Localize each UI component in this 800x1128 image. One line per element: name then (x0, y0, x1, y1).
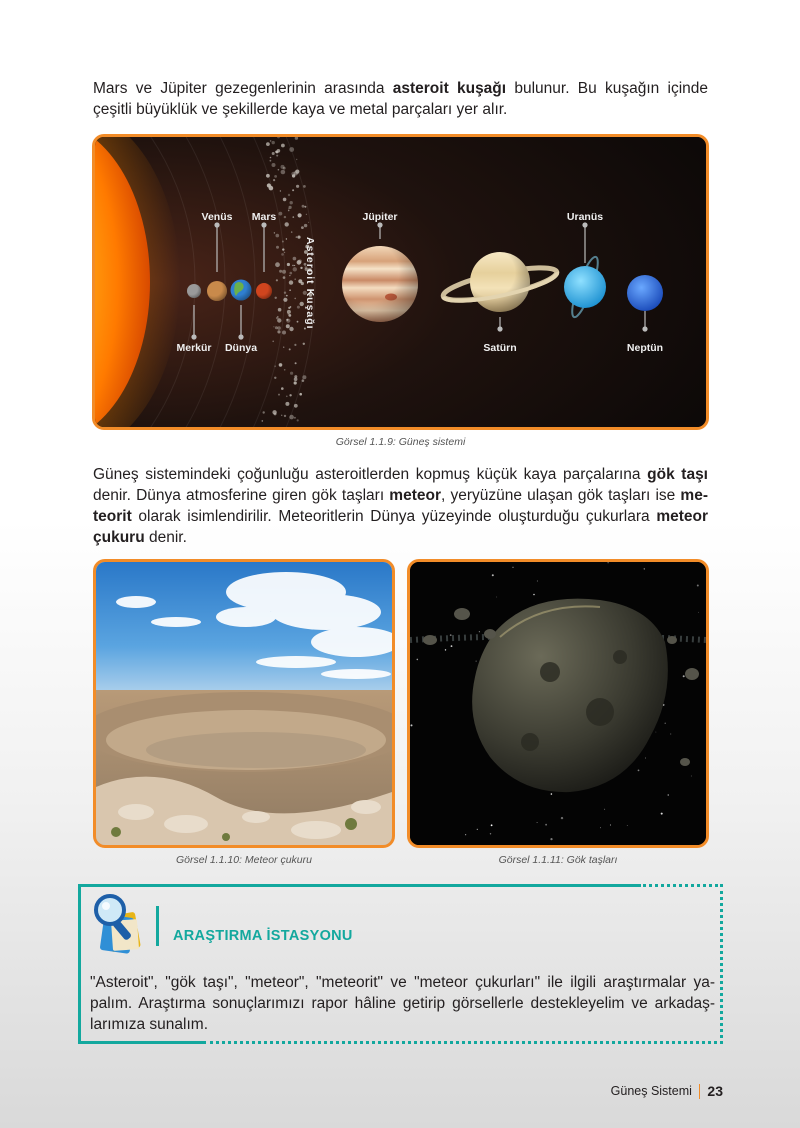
asteroid-dot (290, 201, 293, 204)
asteroid-dot (272, 163, 276, 167)
crater-caption: Görsel 1.1.10: Meteor çukuru (176, 854, 312, 866)
asteroid-dot (263, 411, 265, 413)
asteroid-dot (283, 298, 287, 302)
asteroid-dot (289, 415, 294, 420)
asteroid-dot (270, 157, 272, 159)
asteroid-dot (274, 365, 276, 367)
star-dot (411, 724, 413, 726)
star-dot (479, 631, 480, 632)
label-saturn: Satürn (483, 342, 517, 354)
asteroid-dot (286, 396, 288, 398)
asteroid-dot (300, 302, 304, 306)
asteroid-dot (282, 241, 284, 243)
asteroid-dot (283, 276, 286, 279)
asteroid-dot (293, 267, 297, 271)
asteroid-dot (284, 292, 286, 294)
asteroid-dot (270, 160, 272, 162)
asteroid-dot (289, 147, 294, 152)
asteroid-dot (288, 314, 291, 317)
asteroid-dot (286, 238, 287, 239)
asteroid-dot (304, 206, 306, 208)
asteroid-dot (296, 185, 299, 188)
star-dot (656, 732, 657, 733)
asteroid-dot (274, 377, 276, 379)
star-dot (668, 794, 669, 795)
asteroid-belt-label: Asteroit Kuşağı (304, 237, 316, 330)
star-dot (451, 645, 453, 647)
asteroid-dot (273, 326, 274, 327)
asteroid-dot (286, 295, 288, 297)
asteroid-dot (276, 155, 278, 157)
asteroid-dot (278, 169, 280, 171)
asteroid-dot (281, 415, 282, 416)
asteroid-dot (294, 265, 295, 266)
asteroid-dot (272, 152, 275, 155)
star-dot (670, 734, 671, 735)
star-dot (661, 813, 663, 815)
intro-text-1: Mars ve Jüpiter gezegenlerinin arasında (93, 80, 393, 97)
star-dot (513, 567, 514, 568)
asteroid-dot (281, 165, 285, 169)
asteroid-dot (270, 140, 272, 142)
asteroid-dot (275, 151, 277, 153)
asteroid-dot (292, 174, 295, 177)
def-text-2: denir. Dünya atmosferine giren gök taşları (93, 487, 390, 504)
asteroid-dot (287, 310, 291, 314)
label-earth: Dünya (224, 342, 258, 354)
asteroid-dot (278, 394, 280, 396)
asteroid-dot (281, 170, 286, 175)
def-text-5: denir. (144, 529, 187, 546)
meteor-crater-photo (93, 559, 395, 848)
asteroid-dot (306, 214, 307, 215)
star-dot (644, 568, 645, 569)
term-meteor: meteor (389, 487, 441, 504)
asteroid-dot (289, 394, 291, 396)
asteroid-dot (302, 375, 306, 379)
star-dot (610, 825, 611, 826)
asteroid-dot (277, 316, 279, 318)
asteroid-dot (272, 341, 274, 343)
star-dot (537, 822, 538, 823)
label-jupiter: Jüpiter (362, 211, 398, 223)
star-dot (638, 770, 640, 772)
asteroid-dot (290, 272, 293, 275)
asteroid-dot (293, 257, 297, 261)
asteroid-dot (300, 267, 302, 269)
asteroid-dot (289, 327, 293, 331)
star-dot (465, 834, 466, 835)
star-dot (491, 824, 493, 826)
asteroid-dot (294, 404, 298, 408)
asteroid-dot (279, 270, 282, 273)
star-dot (417, 659, 419, 661)
asteroid-dot (294, 298, 296, 300)
star-dot (561, 817, 563, 819)
label-uranus: Uranüs (566, 211, 604, 223)
star-dot (627, 825, 628, 826)
asteroid-dot (284, 216, 286, 218)
star-dot (492, 574, 494, 576)
label-neptune: Neptün (626, 342, 664, 354)
asteroid-dot (274, 175, 277, 178)
star-dot (698, 612, 699, 613)
asteroid-dot (295, 362, 297, 364)
asteroid-dot (297, 236, 300, 239)
asteroid-dot (276, 246, 279, 249)
star-dot (645, 758, 646, 759)
intro-paragraph (93, 78, 708, 120)
star-dot (604, 809, 605, 810)
asteroid-dot (293, 216, 295, 218)
asteroid-dot (262, 420, 264, 422)
asteroid-dot (278, 308, 282, 312)
definition-paragraph (93, 464, 708, 548)
asteroid-dot (277, 318, 281, 322)
asteroid-dot (294, 278, 296, 280)
asteroid-dot (297, 321, 299, 323)
asteroid-dot (303, 185, 306, 188)
asteroid-dot (296, 236, 298, 238)
asteroid-dot (294, 381, 297, 384)
star-dot (450, 634, 452, 636)
asteroid-dot (287, 263, 290, 266)
term-meteorite: meteorit (93, 487, 708, 525)
asteroid-dot (281, 253, 284, 256)
asteroid-dot (282, 248, 284, 250)
asteroid-dot (280, 190, 281, 191)
asteroid-dot (292, 265, 293, 266)
solar-system-figure (92, 134, 709, 430)
star-dot (691, 776, 692, 777)
asteroid-dot (289, 348, 291, 350)
label-mercury: Merkür (176, 342, 212, 354)
asteroid-dot (276, 279, 278, 281)
term-meteor-crater: meteor çukuru (93, 508, 708, 546)
asteroid-dot (297, 306, 300, 309)
star-dot (550, 838, 552, 840)
def-text-3: , yeryüzüne ulaşan gök taşları ise (440, 487, 681, 504)
asteroid-dot (276, 234, 280, 238)
asteroid-dot (292, 189, 294, 191)
def-text-4: olarak isimlendirilir. Meteoritlerin Dünya yüzeyinde oluşturduğu çukurlara (131, 508, 657, 525)
asteroid-dot (282, 331, 286, 335)
def-text-1: Güneş sistemindeki çoğunluğu asteroitlerden kopmuş küçük kaya parçalarına (93, 466, 648, 483)
term-meteoroid: gök taşı (647, 466, 708, 483)
asteroid-dot (279, 212, 283, 216)
star-dot (537, 581, 538, 582)
footer-section: Güneş Sistemi (610, 1084, 692, 1098)
asteroid-dot (298, 213, 302, 217)
asteroid-dot (285, 222, 289, 226)
asteroid-dot (284, 369, 286, 371)
label-mars: Mars (251, 211, 277, 223)
asteroid-dot (282, 270, 286, 274)
asteroid-dot (290, 306, 292, 308)
asteroid-dot (284, 252, 285, 253)
asteroid-dot (285, 402, 289, 406)
asteroid-dot (302, 379, 305, 382)
asteroid-dot (266, 142, 270, 146)
star-dot (545, 824, 547, 826)
star-dot (551, 793, 553, 795)
asteroid-dot (308, 222, 309, 223)
page-footer (611, 1083, 723, 1099)
research-text: "Asteroit", "gök taşı", "meteor", "meteorit" ve "meteor çukurları" ile ilgili araştırmalar yapalım. Araştırma sonuçlarımızı rapor hâline getirip görsellerle destekleyelim ve arkadaşlarımıza sunalım. (90, 974, 715, 1033)
asteroid-dot (272, 141, 275, 144)
asteroid-dot (273, 179, 275, 181)
star-dot (697, 585, 699, 587)
label-venus: Venüs (201, 211, 233, 223)
asteroid-dot (298, 259, 302, 263)
star-dot (496, 597, 497, 598)
star-dot (490, 833, 491, 834)
solar-system-illustration (95, 137, 706, 427)
asteroid-dot (301, 282, 304, 285)
page-number: 23 (707, 1083, 723, 1099)
asteroid-dot (303, 343, 305, 345)
asteroid-dot (294, 344, 296, 346)
asteroid-dot (291, 231, 292, 232)
footer-separator (699, 1084, 701, 1099)
asteroid-dot (275, 262, 280, 267)
asteroid-dot (277, 330, 280, 333)
asteroid-dot (289, 275, 290, 276)
asteroid-dot (304, 224, 307, 227)
uranus-planet (564, 266, 606, 308)
intro-text-2: bulunur. Bu kuşağın içinde çeşitli büyüklük ve şekillerde kaya ve metal parçaları yer alır. (93, 80, 708, 118)
asteroid-dot (301, 226, 304, 229)
asteroid-dot (284, 415, 286, 417)
asteroid-dot (296, 159, 297, 160)
asteroid-dot (286, 319, 290, 323)
star-dot (600, 827, 601, 828)
asteroid-dot (288, 194, 290, 196)
asteroid-dot (286, 324, 290, 328)
asteroid-dot (287, 313, 289, 315)
asteroid-dot (277, 326, 281, 330)
asteroid-dot (266, 174, 270, 178)
asteroid-dot (274, 232, 275, 233)
asteroid-dot (281, 387, 284, 390)
asteroid-dot (283, 347, 284, 348)
neptune-planet (627, 275, 663, 311)
research-title: ARAŞTIRMA İSTASYONU (173, 928, 353, 944)
asteroid-dot (295, 170, 299, 174)
asteroid-dot (288, 208, 289, 209)
star-dot (476, 661, 477, 662)
star-dot (683, 675, 685, 677)
solar-system-caption: Görsel 1.1.9: Güneş sistemi (335, 436, 466, 448)
asteroid-dot (281, 144, 285, 148)
asteroid-dot (275, 297, 277, 299)
research-station-box (78, 884, 723, 1044)
asteroid-dot (289, 289, 291, 291)
star-dot (477, 829, 478, 830)
star-dot (445, 649, 446, 650)
term-asteroid-belt: asteroit kuşağı (392, 80, 507, 97)
asteroid-dot (299, 393, 302, 396)
asteroid-dot (294, 417, 296, 419)
asteroid-dot (272, 410, 276, 414)
asteroid-dot (297, 419, 299, 421)
asteroid-caption: Görsel 1.1.11: Gök taşları (498, 854, 618, 866)
asteroid-dot (283, 198, 287, 202)
star-dot (608, 562, 609, 563)
star-dot (665, 723, 666, 724)
asteroid-photo (407, 559, 709, 848)
magnifier-books-icon (88, 892, 150, 956)
asteroid-dot (288, 210, 290, 212)
asteroid-dot (279, 363, 283, 367)
asteroid-dot (290, 372, 293, 375)
asteroid-dot (267, 183, 271, 187)
asteroid-dot (302, 205, 305, 208)
asteroid-dot (289, 280, 293, 284)
asteroid-dot (294, 377, 298, 381)
star-dot (533, 594, 535, 596)
